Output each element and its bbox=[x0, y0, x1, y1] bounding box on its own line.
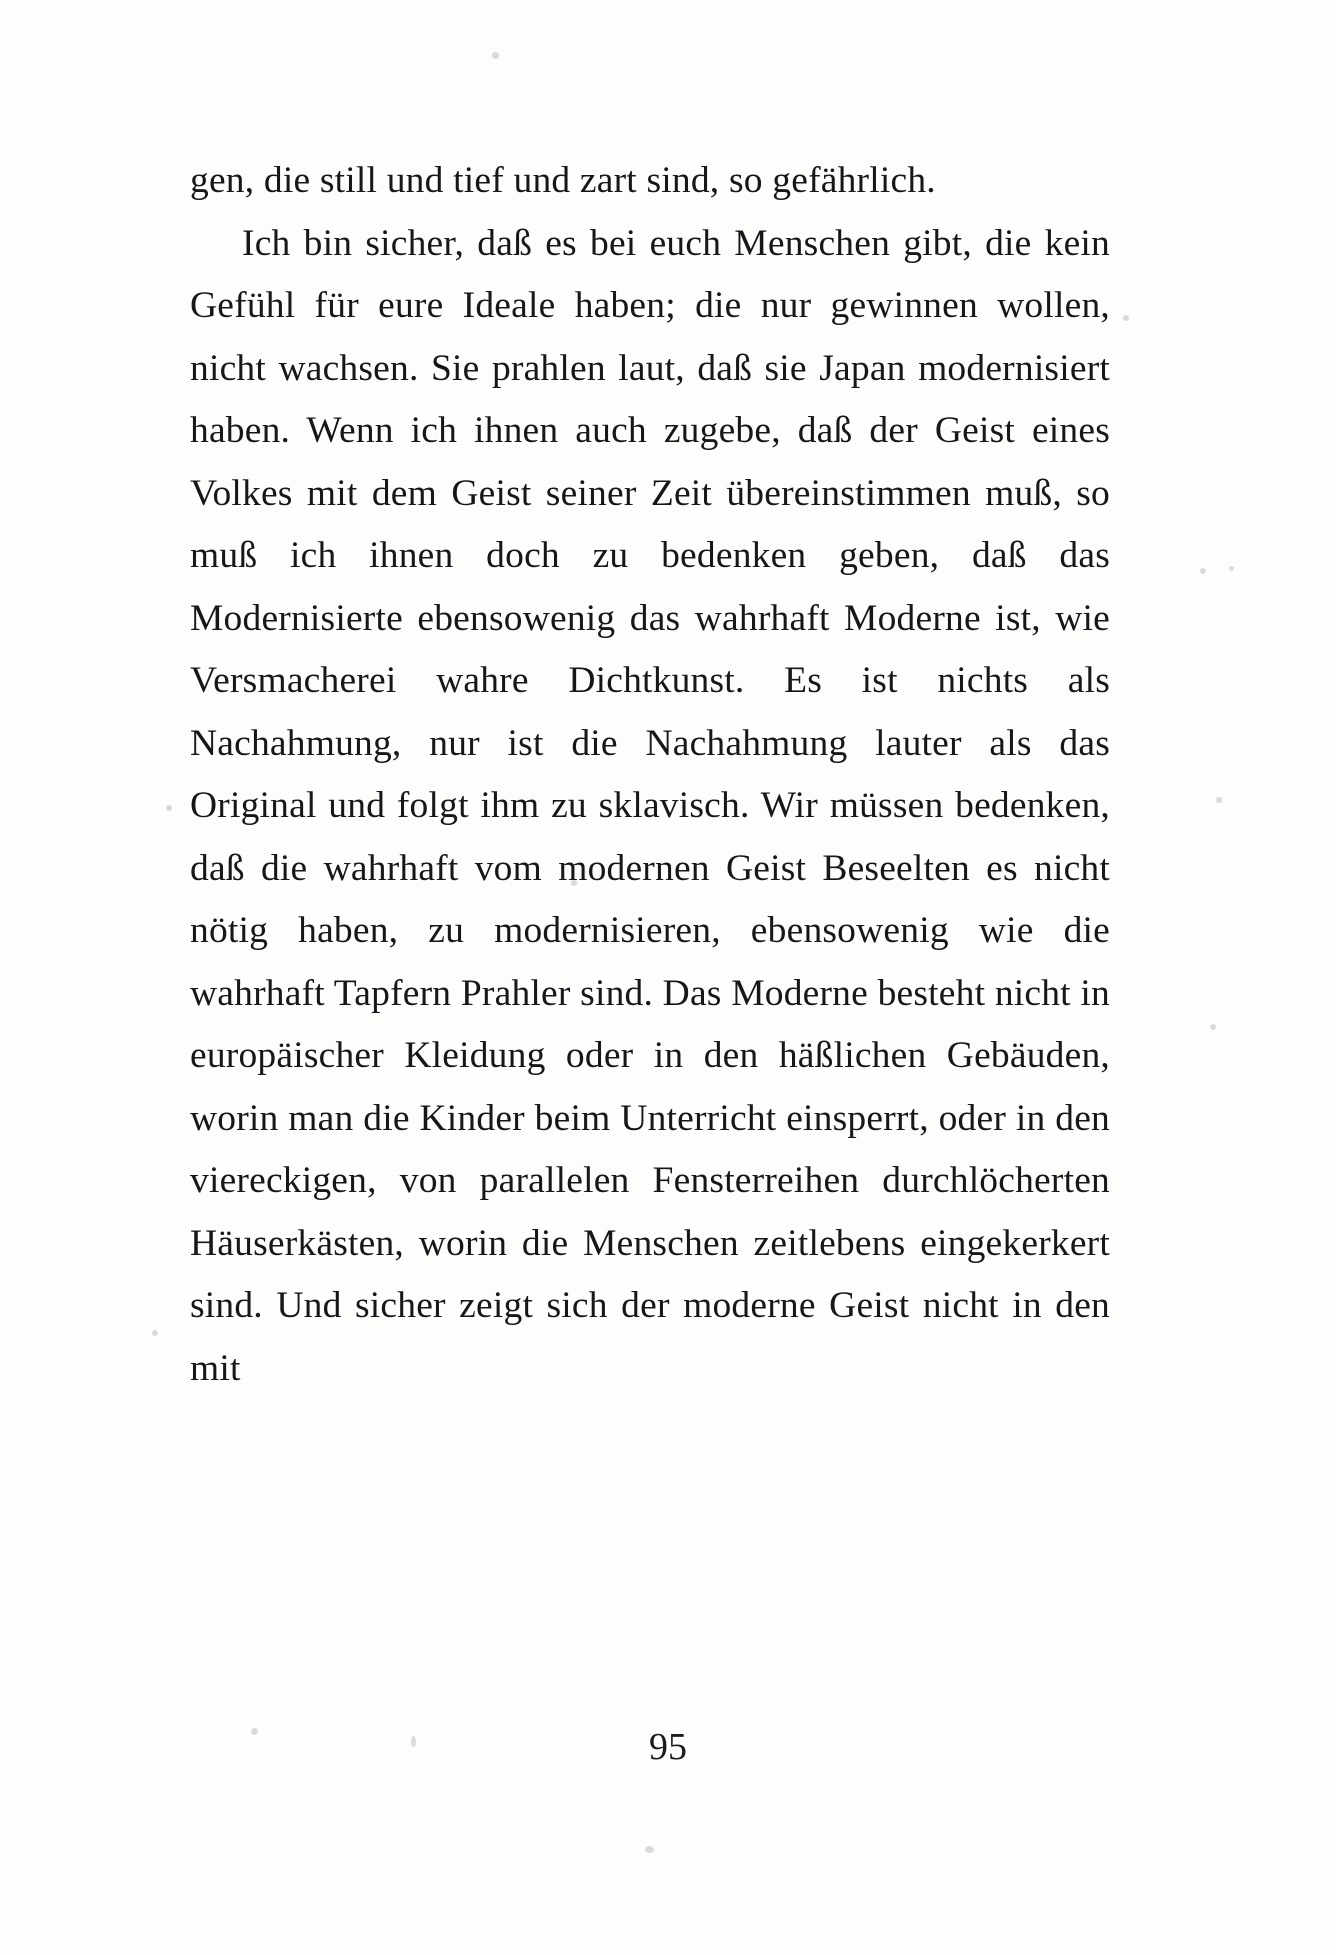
paper-speck bbox=[492, 52, 499, 59]
page-number: 95 bbox=[649, 1726, 687, 1768]
body-text bbox=[190, 150, 1110, 1400]
paper-speck bbox=[1123, 315, 1129, 321]
paragraph-body: Ich bin sicher, daß es bei euch Menschen gibt, die kein Gefühl für eure Ideale haben; die nur gewinnen wollen, nicht wachsen. Sie prahlen laut, daß sie Japan modernisiert haben. Wenn ich ihnen auch zugebe, daß der Geist eines Volkes mit dem Geist seiner Zeit übereinstimmen muß, so muß ich ihnen doch zu bedenken geben, daß das Modernisierte ebensowenig das wahrhaft Moderne ist, wie Versmacherei wahre Dichtkunst. Es ist nichts als Nachahmung, nur ist die Nachahmung lauter als das Original und folgt ihm zu sklavisch. Wir müssen bedenken, daß die wahrhaft vom modernen Geist Beseelten es nicht nötig haben, zu modernisieren, ebensowenig wie die wahrhaft Tapfern Prahler sind. Das Moderne besteht nicht in europäischer Kleidung oder in den häßlichen Gebäuden, worin man die Kinder beim Unterricht einsperrt, oder in den viereckigen, von parallelen Fensterreihen durchlöcherten Häuserkästen, worin die Menschen zeitlebens eingekerkert sind. Und sicher zeigt sich der moderne Geist nicht in den mit bbox=[190, 222, 1110, 1389]
paper-speck bbox=[645, 1846, 654, 1853]
paper-speck bbox=[1229, 566, 1234, 571]
paper-speck bbox=[152, 1330, 158, 1336]
paper-speck bbox=[1216, 797, 1222, 803]
paragraph-continuation: gen, die still und tief und zart sind, so gefährlich. bbox=[190, 160, 936, 201]
paper-speck bbox=[166, 805, 172, 811]
paper-speck bbox=[1210, 1024, 1216, 1030]
paper-speck bbox=[1200, 568, 1206, 574]
